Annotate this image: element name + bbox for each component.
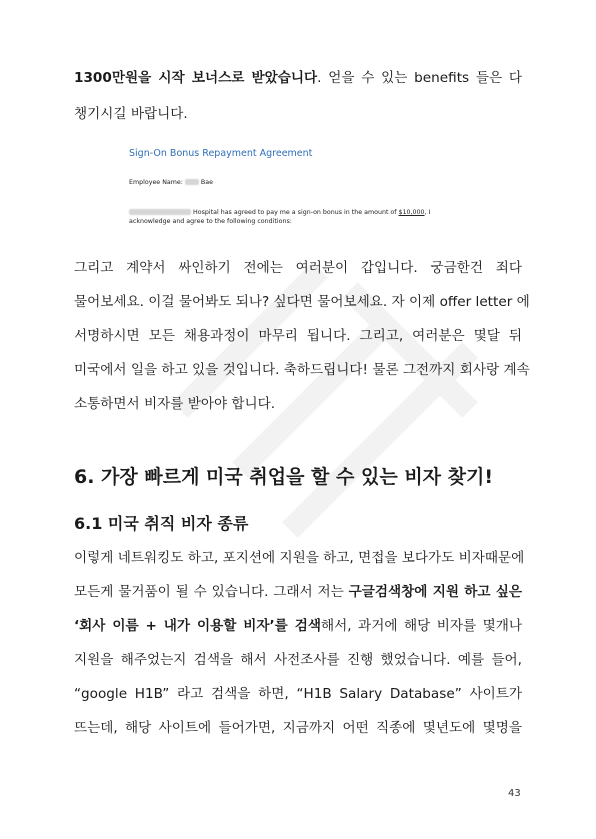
signon-bonus-bold: 1300만원을 시작 보너스로 받았습니다 bbox=[74, 70, 318, 86]
page-number: 43 bbox=[508, 788, 521, 799]
employee-name-label: Employee Name: bbox=[129, 179, 183, 186]
paragraph2-line-4: 미국에서 일을 하고 있을 것입니다. 축하드립니다! 물론 그전까지 회사랑 계속 bbox=[74, 362, 530, 378]
paragraph3-line-6: 뜨는데, 해당 사이트에 들어가면, 지금까지 어떤 직종에 몇년도에 몇명을 bbox=[74, 720, 522, 736]
redacted-first-name bbox=[185, 179, 199, 185]
paragraph2-line-3: 서명하시면 모든 채용과정이 마무리 됩니다. 그리고, 여러분은 몇달 뒤 bbox=[74, 328, 522, 344]
agreement-body bbox=[129, 208, 459, 226]
paragraph3-line-3 bbox=[74, 616, 522, 636]
intro-line-1 bbox=[74, 68, 522, 88]
google-search-bold: 구글검색창에 지원 하고 싶은 bbox=[348, 584, 523, 600]
bonus-amount: $10,000 bbox=[398, 209, 425, 216]
paragraph3-line-2 bbox=[74, 582, 522, 602]
agreement-body-line2: acknowledge and agree to the following conditions: bbox=[129, 218, 292, 225]
intro-line-1-rest: . 얻을 수 있는 benefits 들은 다 bbox=[317, 70, 523, 86]
employee-last-name: Bae bbox=[200, 179, 213, 186]
employee-name-line bbox=[129, 179, 213, 186]
agreement-body-part2: , I bbox=[424, 209, 431, 216]
paragraph2-line-5: 소통하면서 비자를 받아야 합니다. bbox=[74, 396, 276, 412]
paragraph3-line-2-text: 모든게 물거품이 될 수 있습니다. 그래서 저는 bbox=[74, 584, 349, 600]
paragraph3-line-5: “google H1B” 라고 검색을 하면, “H1B Salary Database” 사이트가 bbox=[74, 686, 522, 702]
company-visa-search-bold: ‘회사 이름 + 내가 이용할 비자’를 검색 bbox=[74, 618, 321, 634]
paragraph2-line-1: 그리고 계약서 싸인하기 전에는 여러분이 갑입니다. 궁금한건 죄다 bbox=[74, 260, 522, 276]
intro-line-2: 챙기시길 바랍니다. bbox=[74, 106, 188, 122]
paragraph3-line-4: 지원을 해주었는지 검색을 해서 사전조사를 진행 했었습니다. 예를 들어, bbox=[74, 652, 522, 668]
subsection-heading: 6.1 미국 취직 비자 종류 bbox=[74, 514, 249, 533]
paragraph3-line-3-text: 해서, 과거에 해당 비자를 몇개나 bbox=[320, 618, 522, 634]
section-heading: 6. 가장 빠르게 미국 취업을 할 수 있는 비자 찾기! bbox=[74, 466, 494, 488]
agreement-title: Sign-On Bonus Repayment Agreement bbox=[129, 148, 313, 159]
paragraph2-line-2: 물어보세요. 이걸 물어봐도 되나? 싶다면 물어보세요. 자 이제 offer letter 에 bbox=[74, 294, 530, 310]
paragraph3-line-1: 이렇게 네트워킹도 하고, 포지션에 지원을 하고, 면접을 보다가도 비자때문에 bbox=[74, 550, 525, 566]
redacted-hospital-name bbox=[129, 209, 191, 215]
agreement-body-part1: Hospital has agreed to pay me a sign-on bonus in the amount of bbox=[193, 209, 397, 216]
